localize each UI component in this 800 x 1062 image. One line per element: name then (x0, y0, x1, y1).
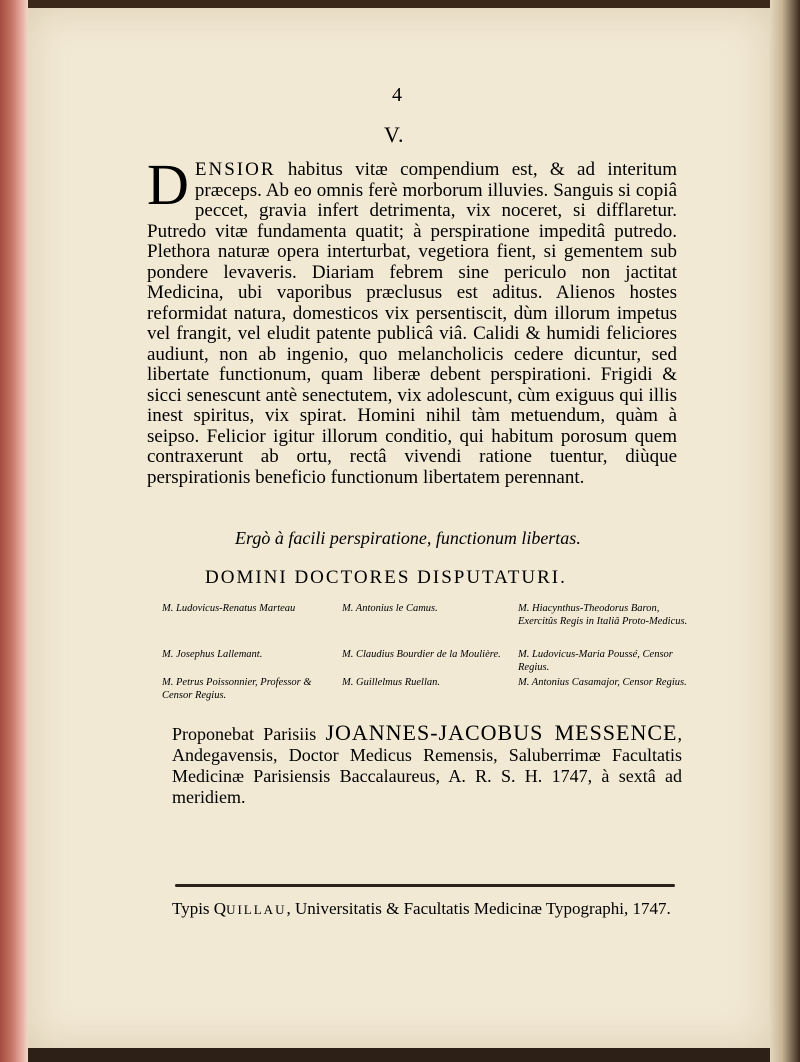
printer-name: UILLAU (226, 902, 287, 917)
proponebat-details: , Andegavensis, Doctor Medicus Remensis, Saluberrimæ Facultatis Medicinæ Parisiensis Baccalaureus, A. R. S. H. 1747, à sextâ ad meridiem. (172, 724, 682, 807)
doctor-entry: M. Antonius Casamajor, Censor Regius. (518, 677, 687, 688)
lead-word: ENSIOR (194, 159, 276, 180)
page-number: 4 (392, 84, 402, 106)
doctor-entry: M. Petrus Poissonnier, Professor & Censor Regius. (162, 677, 312, 701)
printer-line (172, 899, 692, 919)
proponebat-intro: Proponebat Parisiis (172, 724, 326, 744)
conclusion: Ergò à facili perspiratione, functionum libertas. (235, 528, 581, 548)
binding-edge (0, 0, 28, 1062)
candidate-name: JOANNES-JACOBUS MESSENCE (325, 720, 678, 745)
doctor-entry: M. Hiacynthus-Theodorus Baron, Exercitûs Regis in Italiâ Proto-Medicus. (518, 603, 688, 627)
doctor-entry: M. Antonius le Camus. (342, 603, 438, 614)
page-edge (770, 0, 800, 1062)
doctors-heading: DOMINI DOCTORES DISPUTATURI. (205, 567, 567, 588)
doctor-entry: M. Ludovicus-Maria Poussé, Censor Regius. (518, 649, 673, 673)
top-shadow (28, 0, 770, 8)
doctor-entry: M. Ludovicus-Renatus Marteau (162, 603, 296, 614)
doctor-entry: M. Josephus Lallemant. (162, 649, 263, 660)
drop-cap: D (147, 152, 189, 217)
proponebat-paragraph (172, 722, 682, 808)
bottom-shadow (28, 1048, 770, 1062)
printer-prefix: Typis Q (172, 899, 227, 918)
printer-suffix: , Universitatis & Facultatis Medicinæ Typographi, 1747. (286, 899, 671, 918)
body-paragraph (147, 152, 677, 488)
divider-rule (175, 884, 675, 887)
body-text: habitus vitæ compendium est, & ad interitum præceps. Ab eo omnis ferè morborum illuvies. Sanguis si copiâ peccet, gravia infert detrimenta, vix noceret, si difflaretur. Putredo vitæ fundamenta quatit; à perspiratione impeditâ putredo. Plethora naturæ opera interturbat, vegetiora fient, si gementem sub pondere levaveris. Diariam febrem sine periculo non jactitat Medicina, ubi vaporibus præclusus est aditus. Alienos hostes reformidat natura, domesticos vix persentiscit, dùm illorum impetus vel frangit, vel eludit patente publicâ viâ. Calidi & humidi feliciores audiunt, non ab ingenio, quo melancholicis cedere dicuntur, sed libertate functionum, quam liberæ debent perspirationi. Frigidi & sicci senescunt antè senectutem, vix adolescunt, cùm exiguus qui illis inest spiritus, vix spirat. Homini nihil tàm metuendum, quàm à seipso. Felicior igitur illorum conditio, qui habitum porosum quem contraxerunt ab ortu, rectâ vivendi ratione tuentur, diùque perspirationis beneficio functionum libertatem perennant. (147, 159, 677, 488)
section-heading: V. (384, 122, 405, 147)
doctor-entry: M. Claudius Bourdier de la Moulière. (342, 649, 501, 660)
doctor-entry: M. Guillelmus Ruellan. (342, 677, 440, 688)
